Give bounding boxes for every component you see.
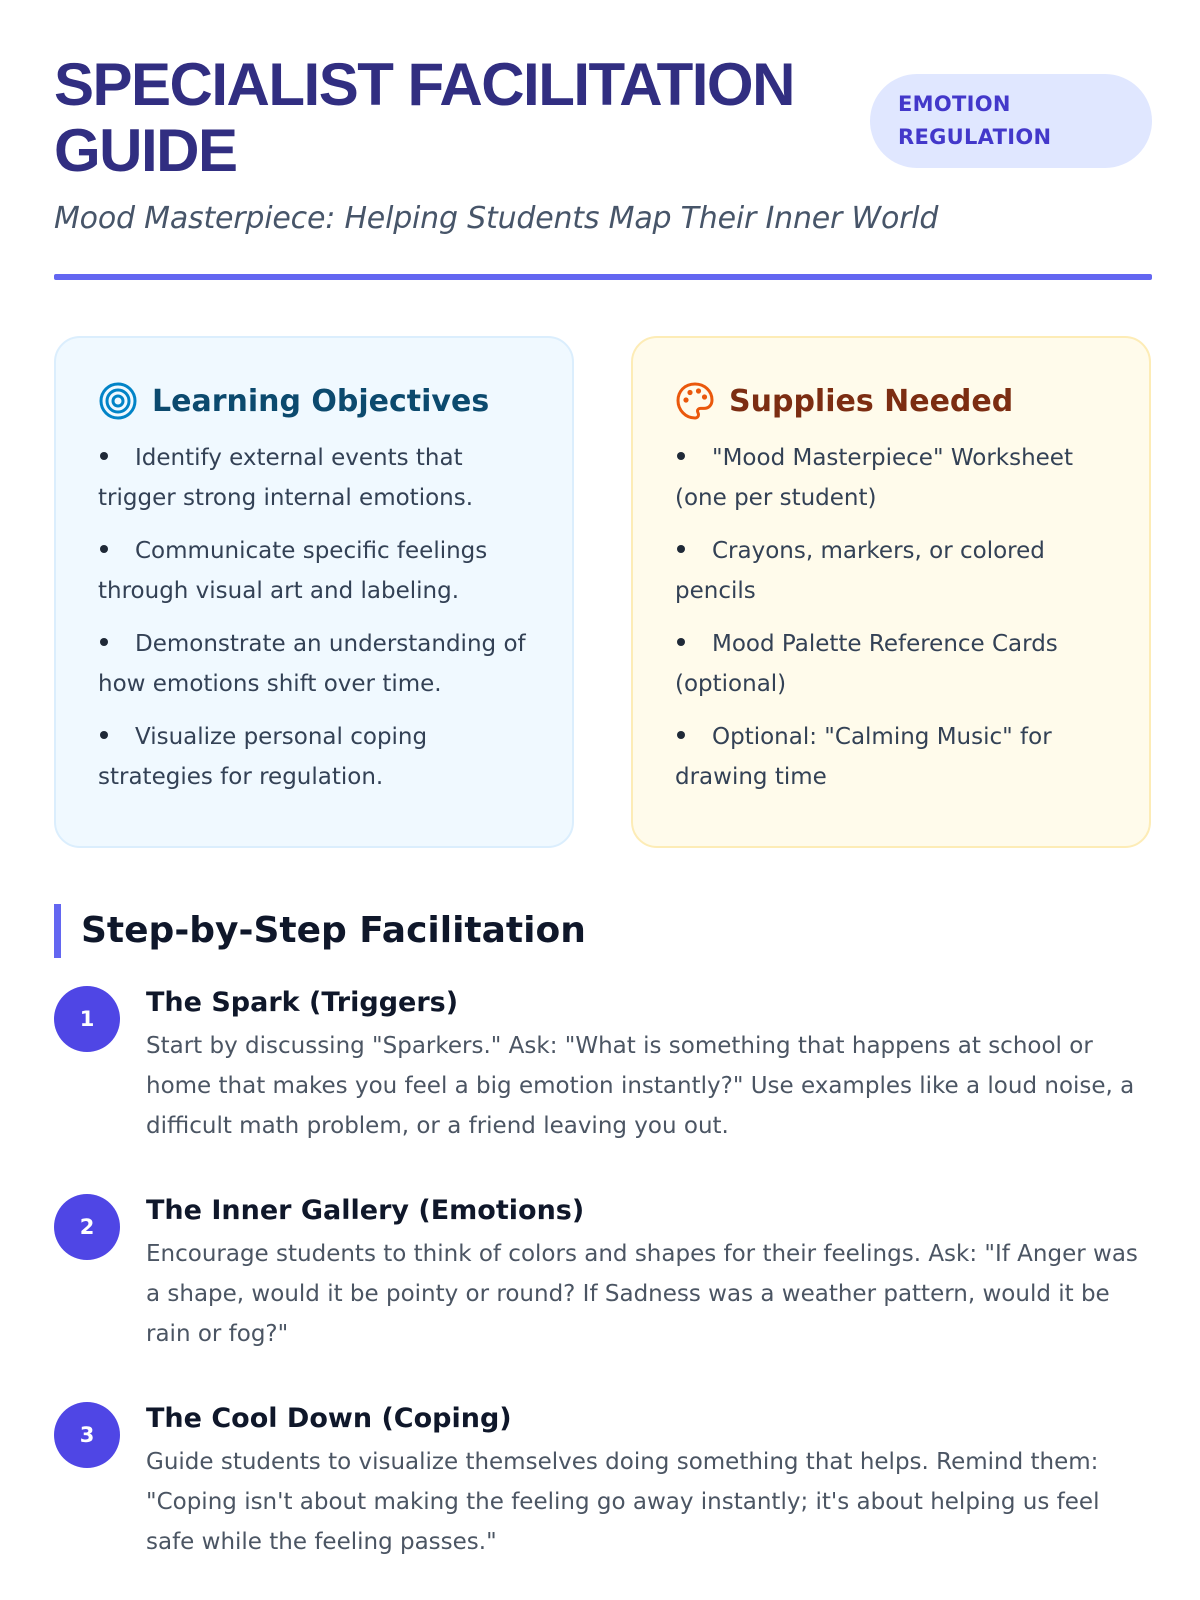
page-subtitle: Mood Masterpiece: Helping Students Map Their Inner World [54, 201, 939, 236]
list-item [675, 438, 1109, 518]
supplies-card [631, 336, 1151, 848]
header-divider [54, 274, 1152, 280]
step-number-badge: 1 [54, 986, 120, 1052]
palette-icon [675, 381, 715, 421]
objectives-header [98, 378, 532, 424]
bullet [100, 545, 108, 553]
supplies-list [675, 438, 1109, 797]
step-title: The Cool Down (Coping) [146, 1403, 512, 1434]
list-item-text: "Mood Masterpiece" Worksheet (one per student) [675, 445, 1073, 511]
list-item [675, 624, 1109, 704]
steps-title: Step-by-Step Facilitation [81, 910, 586, 951]
list-item [98, 531, 532, 611]
step-number-badge: 2 [54, 1194, 120, 1260]
list-item [675, 531, 1109, 611]
step-title: The Inner Gallery (Emotions) [146, 1195, 585, 1226]
supplies-title: Supplies Needed [729, 383, 1014, 419]
header [54, 48, 1152, 248]
list-item-text: Visualize personal coping strategies for regulation. [98, 724, 428, 790]
step-text: Start by discussing "Sparkers." Ask: "What is something that happens at school or home that makes you feel a big emotion instantly?" Use examples like a loud noise, a difficult math problem, or a friend leaving you out. [146, 1033, 1135, 1139]
step-title: The Spark (Triggers) [146, 987, 459, 1018]
bullet [677, 731, 685, 739]
objectives-card [54, 336, 574, 848]
supplies-header [675, 378, 1109, 424]
steps-section-heading [54, 904, 586, 958]
topic-badge: EMOTION REGULATION [870, 74, 1152, 168]
guide-page [54, 48, 1152, 1555]
step-number-badge: 3 [54, 1402, 120, 1468]
step-body [146, 1194, 1152, 1354]
list-item-text: Optional: "Calming Music" for drawing time [675, 724, 1052, 790]
list-item [98, 624, 532, 704]
list-item [98, 438, 532, 518]
bullet [100, 452, 108, 460]
step-body [146, 986, 1152, 1146]
bullet [677, 638, 685, 646]
objectives-title: Learning Objectives [152, 383, 490, 419]
list-item [675, 717, 1109, 797]
info-cards [54, 336, 1152, 848]
objectives-list [98, 438, 532, 797]
list-item [98, 717, 532, 797]
page-title: SPECIALIST FACILITATION GUIDE [54, 51, 794, 184]
target-icon [98, 381, 138, 421]
list-item-text: Demonstrate an understanding of how emotions shift over time. [98, 631, 526, 697]
bullet [677, 452, 685, 460]
list-item-text: Identify external events that trigger strong internal emotions. [98, 445, 474, 511]
list-item-text: Crayons, markers, or colored pencils [675, 538, 1045, 604]
step-body [146, 1402, 1152, 1562]
list-item-text: Communicate specific feelings through visual art and labeling. [98, 538, 488, 604]
step-text: Encourage students to think of colors and shapes for their feelings. Ask: "If Anger was a shape, would it be pointy or round? If Sadness was a weather pattern, would it be rain or fog?" [146, 1241, 1138, 1347]
bullet [100, 638, 108, 646]
list-item-text: Mood Palette Reference Cards (optional) [675, 631, 1058, 697]
bullet [100, 731, 108, 739]
step-text: Guide students to visualize themselves doing something that helps. Remind them: "Coping isn't about making the feeling go away instantly; it's about helping us feel safe while the feeling passes." [146, 1449, 1100, 1555]
bullet [677, 545, 685, 553]
